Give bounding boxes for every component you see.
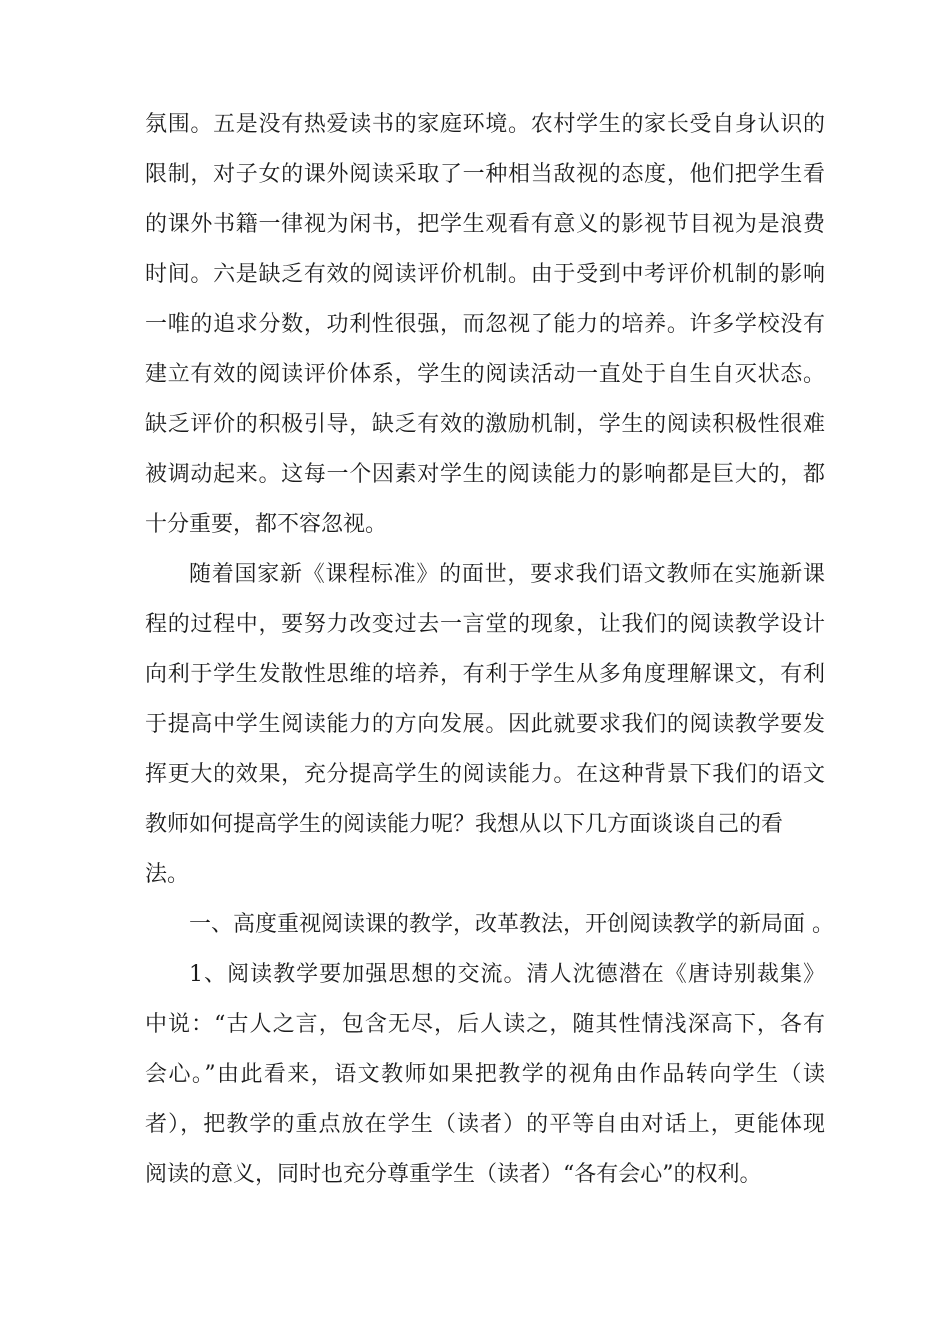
text-line: 时间。六是缺乏有效的阅读评价机制。由于受到中考评价机制的影响 — [145, 262, 825, 287]
text-line: 教师如何提高学生的阅读能力呢？我想从以下几方面谈谈自己的看 — [145, 812, 784, 837]
text-line: 中说：“古人之言，包含无尽，后人读之，随其性情浅深高下，各有 — [145, 1012, 825, 1037]
text-line: 者），把教学的重点放在学生（读者）的平等自由对话上，更能体现 — [145, 1112, 825, 1137]
text-line: 挥更大的效果，充分提高学生的阅读能力。在这种背景下我们的语文 — [145, 762, 825, 787]
document-body — [145, 100, 834, 1200]
section-heading: 一、高度重视阅读课的教学，改革教法，开创阅读教学的新局面 。 — [189, 912, 834, 937]
text-line: 程的过程中，要努力改变过去一言堂的现象，让我们的阅读教学设计 — [145, 612, 825, 637]
paragraph-first-line: 随着国家新《课程标准》的面世，要求我们语文教师在实施新课 — [189, 562, 825, 587]
text-line: 法。 — [145, 862, 190, 887]
text-line: 于提高中学生阅读能力的方向发展。因此就要求我们的阅读教学要发 — [145, 712, 825, 737]
text-line: 限制，对子女的课外阅读采取了一种相当敌视的态度，他们把学生看 — [145, 162, 825, 187]
text-line: 会心。”由此看来，语文教师如果把教学的视角由作品转向学生（读 — [145, 1062, 825, 1087]
text-line: 阅读的意义，同时也充分尊重学生（读者）“各有会心”的权利。 — [145, 1162, 762, 1187]
text-line: 一唯的追求分数，功利性很强，而忽视了能力的培养。许多学校没有 — [145, 312, 825, 337]
text-line: 十分重要，都不容忽视。 — [145, 512, 388, 537]
text-line: 建立有效的阅读评价体系，学生的阅读活动一直处于自生自灭状态。 — [145, 362, 825, 387]
text-line: 氛围。五是没有热爱读书的家庭环境。农村学生的家长受自身认识的 — [145, 112, 825, 137]
text-line: 被调动起来。这每一个因素对学生的阅读能力的影响都是巨大的，都 — [145, 462, 825, 487]
paragraph-first-line: 1、阅读教学要加强思想的交流。清人沈德潜在《唐诗别裁集》 — [189, 962, 825, 987]
text-line: 缺乏评价的积极引导，缺乏有效的激励机制，学生的阅读积极性很难 — [145, 412, 825, 437]
text-line: 的课外书籍一律视为闲书，把学生观看有意义的影视节目视为是浪费 — [145, 212, 825, 237]
text-line: 向利于学生发散性思维的培养，有利于学生从多角度理解课文，有利 — [145, 662, 825, 687]
